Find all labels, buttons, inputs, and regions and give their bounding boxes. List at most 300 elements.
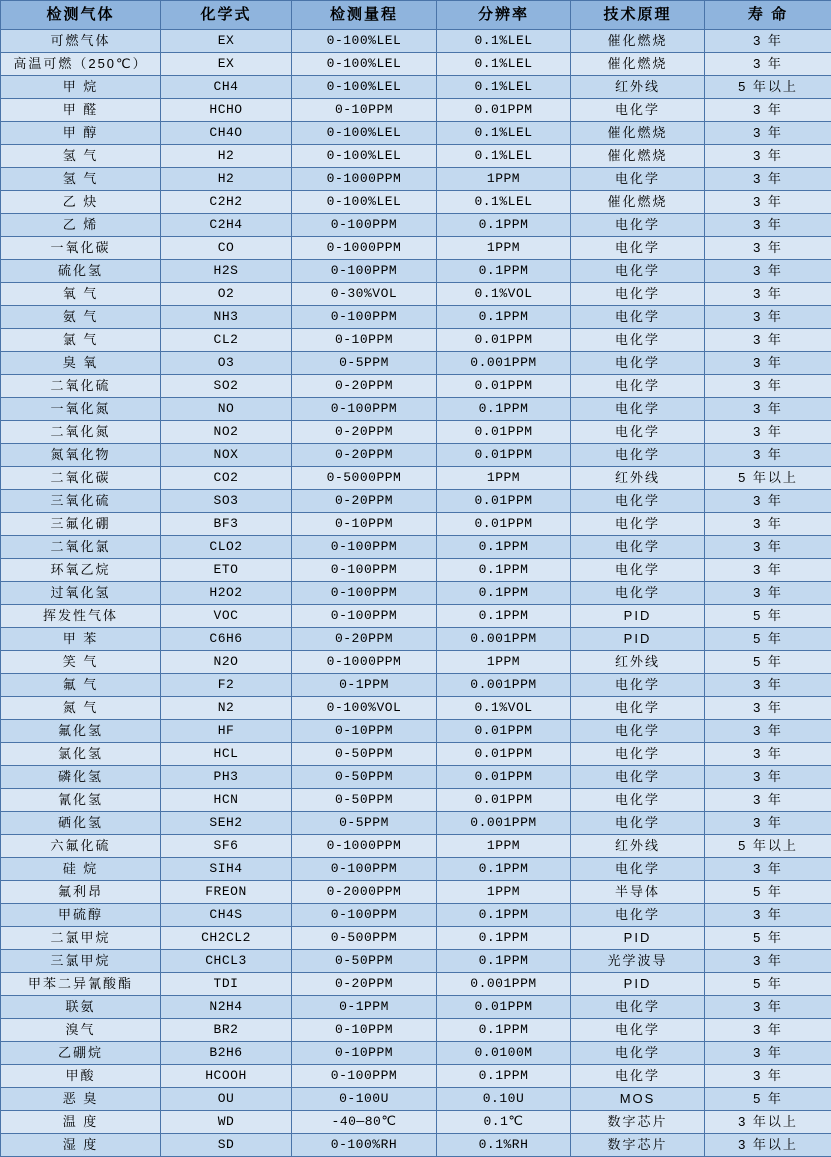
cell-lifetime: 3 年 [705,352,831,375]
cell-gas: 二氧化氮 [1,421,161,444]
table-row [1,352,831,375]
table-row [1,99,831,122]
cell-formula: NH3 [161,306,292,329]
cell-lifetime: 3 年 [705,168,831,191]
table-row [1,996,831,1019]
cell-principle: 电化学 [571,352,705,375]
cell-principle: 电化学 [571,214,705,237]
cell-formula: CLO2 [161,536,292,559]
cell-formula: SO2 [161,375,292,398]
cell-lifetime: 5 年以上 [705,76,831,99]
cell-range: 0-100%LEL [292,122,437,145]
cell-principle: MOS [571,1088,705,1111]
table-row [1,973,831,996]
cell-formula: N2O [161,651,292,674]
table-row [1,812,831,835]
cell-principle: 催化燃烧 [571,145,705,168]
cell-formula: SD [161,1134,292,1157]
cell-lifetime: 3 年 [705,697,831,720]
cell-principle: 红外线 [571,835,705,858]
cell-range: 0-1000PPM [292,651,437,674]
cell-gas: 乙 烯 [1,214,161,237]
cell-principle: 电化学 [571,421,705,444]
cell-resolution: 0.001PPM [437,352,571,375]
cell-gas: 二氧化硫 [1,375,161,398]
cell-formula: CH4S [161,904,292,927]
cell-resolution: 0.001PPM [437,973,571,996]
cell-formula: NO2 [161,421,292,444]
cell-range: 0-100PPM [292,605,437,628]
table-row [1,122,831,145]
cell-resolution: 0.001PPM [437,812,571,835]
cell-formula: EX [161,53,292,76]
table-row [1,766,831,789]
cell-resolution: 0.1℃ [437,1111,571,1134]
table-row [1,720,831,743]
cell-gas: 联氨 [1,996,161,1019]
cell-range: 0-100PPM [292,904,437,927]
cell-formula: HCOOH [161,1065,292,1088]
table-row [1,536,831,559]
table-row [1,881,831,904]
cell-resolution: 0.1PPM [437,214,571,237]
cell-principle: 电化学 [571,536,705,559]
table-row [1,53,831,76]
cell-range: 0-100%RH [292,1134,437,1157]
table-row [1,1019,831,1042]
cell-lifetime: 3 年 [705,812,831,835]
cell-formula: FREON [161,881,292,904]
cell-lifetime: 3 年 [705,513,831,536]
cell-resolution: 0.1%LEL [437,122,571,145]
cell-gas: 溴气 [1,1019,161,1042]
cell-gas: 氢 气 [1,145,161,168]
cell-gas: 三氧化硫 [1,490,161,513]
column-header-principle: 技术原理 [571,1,705,30]
cell-formula: HCHO [161,99,292,122]
cell-formula: SF6 [161,835,292,858]
cell-gas: 高温可燃（250℃） [1,53,161,76]
cell-lifetime: 3 年 [705,122,831,145]
cell-formula: B2H6 [161,1042,292,1065]
cell-resolution: 0.1PPM [437,927,571,950]
cell-gas: 过氧化氢 [1,582,161,605]
cell-formula: NO [161,398,292,421]
cell-range: 0-20PPM [292,628,437,651]
table-row [1,329,831,352]
cell-resolution: 0.01PPM [437,421,571,444]
cell-principle: 电化学 [571,1065,705,1088]
cell-range: 0-10PPM [292,1019,437,1042]
cell-principle: 催化燃烧 [571,53,705,76]
column-header-gas: 检测气体 [1,1,161,30]
cell-resolution: 0.01PPM [437,743,571,766]
cell-lifetime: 3 年 [705,306,831,329]
cell-principle: 电化学 [571,674,705,697]
table-row [1,490,831,513]
cell-lifetime: 3 年 [705,536,831,559]
cell-range: 0-1000PPM [292,835,437,858]
cell-range: 0-100PPM [292,398,437,421]
table-row [1,1065,831,1088]
cell-gas: 氯 气 [1,329,161,352]
cell-principle: 电化学 [571,1042,705,1065]
cell-lifetime: 3 年 [705,1042,831,1065]
cell-principle: 红外线 [571,76,705,99]
table-row [1,835,831,858]
column-header-lifetime: 寿 命 [705,1,831,30]
cell-formula: CL2 [161,329,292,352]
cell-lifetime: 5 年以上 [705,835,831,858]
table-row [1,513,831,536]
cell-lifetime: 5 年以上 [705,467,831,490]
cell-range: 0-500PPM [292,927,437,950]
cell-gas: 甲酸 [1,1065,161,1088]
cell-formula: NOX [161,444,292,467]
table-row [1,145,831,168]
cell-gas: 二氧化氯 [1,536,161,559]
cell-principle: 电化学 [571,306,705,329]
table-row [1,1111,831,1134]
cell-lifetime: 3 年 [705,950,831,973]
cell-formula: N2H4 [161,996,292,1019]
cell-resolution: 0.1%LEL [437,30,571,53]
cell-resolution: 0.01PPM [437,99,571,122]
cell-formula: CO2 [161,467,292,490]
table-row [1,283,831,306]
cell-lifetime: 3 年 [705,329,831,352]
table-row [1,168,831,191]
cell-lifetime: 3 年 [705,720,831,743]
cell-range: 0-10PPM [292,513,437,536]
cell-formula: HCL [161,743,292,766]
cell-resolution: 0.1PPM [437,582,571,605]
cell-formula: H2 [161,145,292,168]
cell-resolution: 0.1PPM [437,260,571,283]
cell-range: 0-20PPM [292,444,437,467]
cell-resolution: 0.1%LEL [437,76,571,99]
cell-resolution: 0.1PPM [437,1019,571,1042]
cell-gas: 乙硼烷 [1,1042,161,1065]
cell-formula: C2H2 [161,191,292,214]
cell-range: 0-20PPM [292,490,437,513]
cell-principle: 催化燃烧 [571,122,705,145]
cell-range: 0-100PPM [292,559,437,582]
cell-gas: 氢 气 [1,168,161,191]
cell-resolution: 0.1PPM [437,858,571,881]
cell-range: 0-50PPM [292,766,437,789]
cell-resolution: 0.01PPM [437,329,571,352]
cell-range: 0-1PPM [292,996,437,1019]
cell-formula: CO [161,237,292,260]
table-header-row [1,1,831,30]
cell-principle: 电化学 [571,237,705,260]
cell-resolution: 1PPM [437,467,571,490]
cell-gas: 甲硫醇 [1,904,161,927]
cell-gas: 氟利昂 [1,881,161,904]
cell-gas: 乙 炔 [1,191,161,214]
cell-principle: 电化学 [571,490,705,513]
cell-gas: 氟 气 [1,674,161,697]
cell-gas: 一氧化碳 [1,237,161,260]
table-row [1,674,831,697]
cell-gas: 甲 苯 [1,628,161,651]
cell-gas: 三氟化硼 [1,513,161,536]
cell-range: 0-100PPM [292,1065,437,1088]
table-row [1,398,831,421]
cell-principle: 电化学 [571,375,705,398]
cell-lifetime: 3 年以上 [705,1111,831,1134]
cell-formula: EX [161,30,292,53]
cell-lifetime: 3 年 [705,398,831,421]
cell-range: 0-20PPM [292,375,437,398]
cell-formula: H2O2 [161,582,292,605]
cell-principle: 数字芯片 [571,1134,705,1157]
cell-resolution: 0.10U [437,1088,571,1111]
cell-resolution: 1PPM [437,237,571,260]
cell-gas: 甲苯二异氰酸酯 [1,973,161,996]
cell-resolution: 0.1%VOL [437,697,571,720]
cell-range: 0-100%LEL [292,191,437,214]
cell-principle: PID [571,973,705,996]
cell-principle: 电化学 [571,720,705,743]
table-row [1,559,831,582]
cell-gas: 温 度 [1,1111,161,1134]
table-row [1,904,831,927]
cell-range: 0-5000PPM [292,467,437,490]
cell-formula: BR2 [161,1019,292,1042]
cell-principle: 红外线 [571,467,705,490]
cell-gas: 硫化氢 [1,260,161,283]
cell-formula: SO3 [161,490,292,513]
cell-principle: 电化学 [571,398,705,421]
cell-range: 0-100PPM [292,260,437,283]
cell-lifetime: 3 年 [705,490,831,513]
cell-lifetime: 3 年 [705,260,831,283]
cell-formula: ETO [161,559,292,582]
cell-formula: O3 [161,352,292,375]
cell-range: 0-50PPM [292,789,437,812]
table-row [1,444,831,467]
cell-formula: N2 [161,697,292,720]
cell-gas: 可燃气体 [1,30,161,53]
cell-principle: PID [571,628,705,651]
cell-principle: 电化学 [571,743,705,766]
cell-gas: 甲 醛 [1,99,161,122]
cell-range: 0-100PPM [292,536,437,559]
cell-range: 0-10PPM [292,720,437,743]
cell-resolution: 0.1PPM [437,1065,571,1088]
cell-lifetime: 5 年 [705,927,831,950]
cell-range: -40—80℃ [292,1111,437,1134]
cell-gas: 硒化氢 [1,812,161,835]
cell-lifetime: 3 年 [705,789,831,812]
cell-range: 0-1000PPM [292,168,437,191]
cell-lifetime: 3 年 [705,674,831,697]
table-row [1,1134,831,1157]
cell-gas: 氮氧化物 [1,444,161,467]
cell-gas: 氧 气 [1,283,161,306]
table-row [1,858,831,881]
cell-resolution: 0.1PPM [437,306,571,329]
cell-resolution: 0.01PPM [437,720,571,743]
cell-lifetime: 5 年 [705,881,831,904]
cell-resolution: 1PPM [437,835,571,858]
cell-formula: C2H4 [161,214,292,237]
cell-resolution: 0.01PPM [437,490,571,513]
cell-principle: 数字芯片 [571,1111,705,1134]
cell-principle: 电化学 [571,329,705,352]
cell-resolution: 0.01PPM [437,513,571,536]
table-row [1,697,831,720]
cell-gas: 氟化氢 [1,720,161,743]
cell-gas: 环氧乙烷 [1,559,161,582]
cell-principle: 电化学 [571,789,705,812]
cell-range: 0-10PPM [292,329,437,352]
cell-resolution: 1PPM [437,168,571,191]
cell-range: 0-50PPM [292,743,437,766]
cell-gas: 氯化氢 [1,743,161,766]
cell-resolution: 1PPM [437,651,571,674]
cell-formula: CH4 [161,76,292,99]
cell-lifetime: 3 年 [705,582,831,605]
cell-range: 0-100PPM [292,582,437,605]
cell-range: 0-50PPM [292,950,437,973]
cell-principle: 电化学 [571,444,705,467]
cell-lifetime: 5 年 [705,605,831,628]
cell-principle: 电化学 [571,513,705,536]
cell-resolution: 0.1PPM [437,904,571,927]
cell-gas: 二氧化碳 [1,467,161,490]
cell-resolution: 0.1%LEL [437,145,571,168]
table-row [1,76,831,99]
cell-formula: PH3 [161,766,292,789]
table-row [1,467,831,490]
cell-principle: 电化学 [571,99,705,122]
cell-resolution: 0.1%VOL [437,283,571,306]
cell-lifetime: 3 年 [705,99,831,122]
cell-lifetime: 3 年 [705,421,831,444]
cell-range: 0-10PPM [292,1042,437,1065]
cell-lifetime: 3 年 [705,145,831,168]
cell-gas: 六氟化硫 [1,835,161,858]
column-header-range: 检测量程 [292,1,437,30]
cell-range: 0-20PPM [292,421,437,444]
cell-principle: 电化学 [571,996,705,1019]
table-row [1,30,831,53]
cell-range: 0-100PPM [292,214,437,237]
cell-formula: CH2CL2 [161,927,292,950]
table-row [1,421,831,444]
cell-formula: HCN [161,789,292,812]
cell-resolution: 0.01PPM [437,375,571,398]
cell-formula: VOC [161,605,292,628]
cell-principle: 电化学 [571,858,705,881]
cell-gas: 氮 气 [1,697,161,720]
cell-range: 0-100%LEL [292,53,437,76]
cell-formula: CHCL3 [161,950,292,973]
cell-formula: OU [161,1088,292,1111]
cell-gas: 二氯甲烷 [1,927,161,950]
column-header-resolution: 分辨率 [437,1,571,30]
cell-principle: 电化学 [571,1019,705,1042]
cell-formula: BF3 [161,513,292,536]
table-row [1,191,831,214]
cell-lifetime: 3 年以上 [705,1134,831,1157]
cell-lifetime: 3 年 [705,53,831,76]
table-row [1,743,831,766]
cell-resolution: 0.1%RH [437,1134,571,1157]
cell-lifetime: 5 年 [705,973,831,996]
cell-gas: 氰化氢 [1,789,161,812]
cell-gas: 磷化氢 [1,766,161,789]
cell-lifetime: 3 年 [705,1065,831,1088]
cell-formula: WD [161,1111,292,1134]
cell-range: 0-100PPM [292,858,437,881]
cell-gas: 挥发性气体 [1,605,161,628]
cell-gas: 甲 烷 [1,76,161,99]
cell-principle: 电化学 [571,559,705,582]
cell-range: 0-10PPM [292,99,437,122]
cell-range: 0-2000PPM [292,881,437,904]
cell-lifetime: 3 年 [705,30,831,53]
cell-principle: 电化学 [571,904,705,927]
cell-lifetime: 3 年 [705,904,831,927]
cell-resolution: 0.1PPM [437,536,571,559]
cell-resolution: 0.1PPM [437,605,571,628]
cell-formula: HF [161,720,292,743]
cell-range: 0-100PPM [292,306,437,329]
cell-principle: 催化燃烧 [571,191,705,214]
cell-lifetime: 3 年 [705,214,831,237]
cell-range: 0-5PPM [292,812,437,835]
table-row [1,628,831,651]
table-row [1,306,831,329]
cell-lifetime: 3 年 [705,1019,831,1042]
cell-resolution: 0.01PPM [437,766,571,789]
table-row [1,1042,831,1065]
cell-formula: H2 [161,168,292,191]
cell-gas: 笑 气 [1,651,161,674]
cell-gas: 甲 醇 [1,122,161,145]
cell-principle: 光学波导 [571,950,705,973]
cell-lifetime: 3 年 [705,743,831,766]
cell-resolution: 0.001PPM [437,674,571,697]
cell-principle: 电化学 [571,812,705,835]
cell-principle: 红外线 [571,651,705,674]
cell-gas: 臭 氧 [1,352,161,375]
cell-lifetime: 3 年 [705,283,831,306]
cell-principle: 电化学 [571,697,705,720]
table-row [1,237,831,260]
table-body [1,30,831,1157]
cell-resolution: 0.0100M [437,1042,571,1065]
cell-resolution: 0.1PPM [437,398,571,421]
cell-principle: 电化学 [571,582,705,605]
cell-range: 0-100%LEL [292,76,437,99]
cell-gas: 湿 度 [1,1134,161,1157]
cell-range: 0-100%LEL [292,30,437,53]
cell-lifetime: 3 年 [705,237,831,260]
cell-resolution: 1PPM [437,881,571,904]
cell-resolution: 0.1PPM [437,559,571,582]
cell-formula: CH4O [161,122,292,145]
cell-lifetime: 3 年 [705,766,831,789]
cell-gas: 一氧化氮 [1,398,161,421]
cell-lifetime: 3 年 [705,191,831,214]
cell-principle: 电化学 [571,168,705,191]
cell-resolution: 0.01PPM [437,789,571,812]
